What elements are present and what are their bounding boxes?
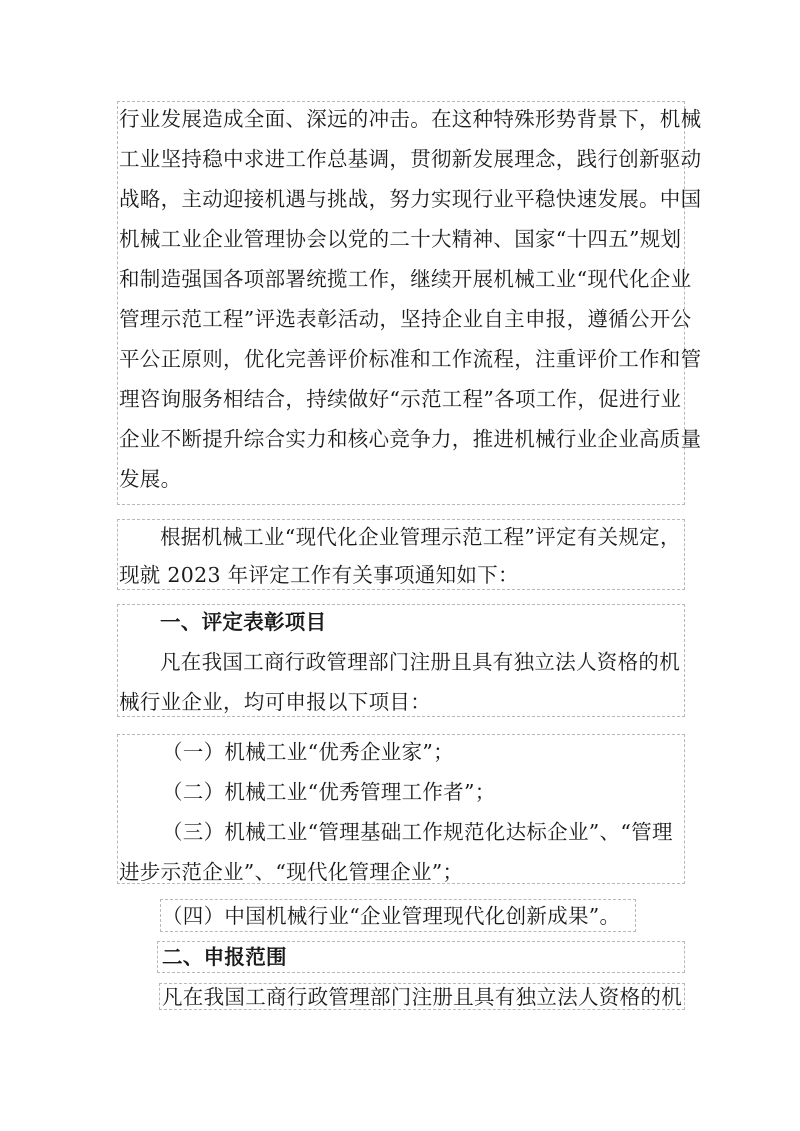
paragraph-line: 战略，主动迎接机遇与挑战，努力实现行业平稳快速发展。中国 bbox=[119, 187, 702, 211]
paragraph-line: 和制造强国各项部署统揽工作，继续开展机械工业“现代化企业 bbox=[119, 267, 692, 291]
list-item: （三）机械工业“管理基础工作规范化达标企业”、“管理 bbox=[162, 820, 673, 844]
paragraph-line: 凡在我国工商行政管理部门注册且具有独立法人资格的机 bbox=[162, 985, 682, 1009]
paragraph-line: 现就 2023 年评定工作有关事项通知如下： bbox=[119, 563, 519, 587]
section-heading: 二、申报范围 bbox=[162, 945, 287, 969]
paragraph-line: 发展。 bbox=[119, 467, 182, 491]
list-item: （二）机械工业“优秀管理工作者”； bbox=[162, 780, 496, 804]
list-item: （四）中国机械行业“企业管理现代化创新成果”。 bbox=[162, 904, 621, 928]
paragraph-line: 理咨询服务相结合，持续做好“示范工程”各项工作，促进行业 bbox=[119, 387, 682, 411]
paragraph-line: 械行业企业，均可申报以下项目： bbox=[119, 690, 431, 714]
paragraph-line: 工业坚持稳中求进工作总基调，贯彻新发展理念，践行创新驱动 bbox=[119, 147, 702, 171]
paragraph-line: 管理示范工程”评选表彰活动，坚持企业自主申报，遵循公开公 bbox=[119, 307, 692, 331]
paragraph-line: 平公正原则，优化完善评价标准和工作流程，注重评价工作和管 bbox=[119, 347, 702, 371]
paragraph-line: 根据机械工业“现代化企业管理示范工程”评定有关规定， bbox=[160, 525, 681, 549]
paragraph-line: 行业发展造成全面、深远的冲击。在这种特殊形势背景下，机械 bbox=[119, 107, 702, 131]
section-heading: 一、评定表彰项目 bbox=[160, 610, 327, 634]
paragraph-line: 机械工业企业管理协会以党的二十大精神、国家“十四五”规划 bbox=[119, 227, 682, 251]
list-item: 进步示范企业”、“现代化管理企业”； bbox=[119, 860, 464, 884]
paragraph-line: 凡在我国工商行政管理部门注册且具有独立法人资格的机 bbox=[160, 650, 680, 674]
paragraph-line: 企业不断提升综合实力和核心竞争力，推进机械行业企业高质量 bbox=[119, 427, 702, 451]
list-item: （一）机械工业“优秀企业家”； bbox=[162, 740, 454, 764]
